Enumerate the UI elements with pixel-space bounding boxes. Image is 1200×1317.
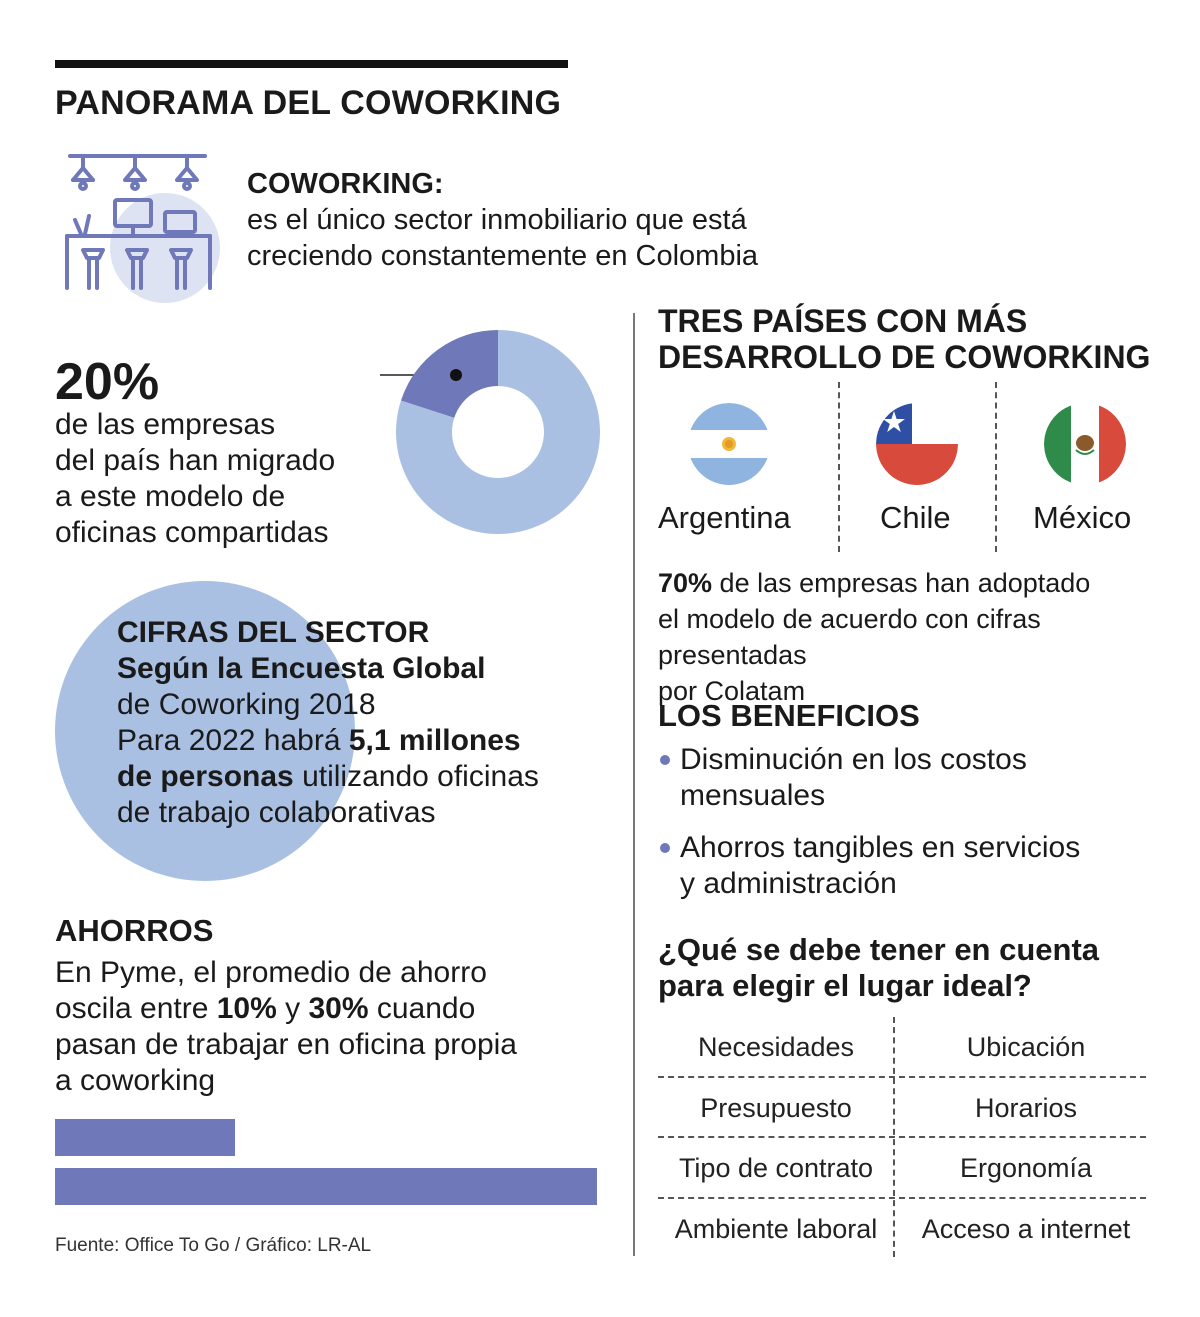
mexico-flag-icon — [1044, 403, 1126, 485]
paises-heading — [658, 303, 1178, 375]
ahorros-bold-10: 10% — [216, 992, 277, 1025]
ahorros-heading: AHORROS — [55, 913, 214, 948]
cifras-sub-2: de Coworking 2018 — [117, 688, 376, 721]
ahorros-line-3: pasan de trabajar en oficina propia — [55, 1028, 517, 1061]
beneficio-2-line-2: y administración — [680, 867, 897, 900]
country-mexico: México — [1033, 500, 1132, 535]
migration-line-3: a este modelo de — [55, 480, 286, 513]
beneficio-1-line-2: mensuales — [680, 779, 826, 812]
question-line-1: ¿Qué se debe tener en cuenta — [658, 932, 1100, 967]
country-divider-1 — [838, 382, 840, 552]
question-heading — [658, 932, 1158, 1004]
beneficio-2-line-1: Ahorros tangibles en servicios — [680, 831, 1081, 864]
stat70-line-1 — [658, 565, 1158, 601]
cifras-text-post: utilizando oficinas — [293, 760, 539, 793]
stat70-text: de las empresas han adoptado — [712, 568, 1091, 598]
ahorros-pre: oscila entre — [55, 992, 217, 1025]
cifras-line-3: de trabajo colaborativas — [117, 796, 436, 829]
cifras-bold-1: 5,1 millones — [348, 724, 521, 757]
migration-text — [55, 407, 395, 551]
source-credit: Fuente: Office To Go / Gráfico: LR-AL — [55, 1235, 372, 1256]
stat70-line-3: por Colatam — [658, 676, 806, 706]
ahorros-line-4: a coworking — [55, 1064, 216, 1097]
cifras-line-1 — [117, 723, 597, 759]
stat-70-block — [658, 565, 1158, 709]
migration-line-4: oficinas compartidas — [55, 516, 329, 549]
ahorros-post: cuando — [368, 992, 476, 1025]
cifras-bold-2: de personas — [117, 760, 294, 793]
donut-hole — [452, 386, 544, 478]
ahorros-text — [55, 955, 575, 1099]
country-divider-2 — [995, 382, 997, 552]
page-title: PANORAMA DEL COWORKING — [55, 84, 562, 122]
table-cell: Ergonomía — [959, 1152, 1093, 1183]
cifras-heading: CIFRAS DEL SECTOR — [117, 616, 430, 649]
coworking-icon — [55, 150, 220, 305]
stat70-line-2: el modelo de acuerdo con cifras presentadas — [658, 604, 1041, 670]
beneficio-item — [660, 742, 1140, 814]
ahorros-bold-30: 30% — [308, 992, 369, 1025]
intro-heading: COWORKING: — [247, 168, 444, 200]
migration-line-2: del país han migrado — [55, 444, 336, 477]
criteria-table — [658, 1017, 1146, 1257]
chile-flag-icon — [876, 403, 958, 485]
ahorros-bar-30 — [55, 1168, 597, 1205]
intro-block — [247, 166, 758, 274]
table-cell: Tipo de contrato — [678, 1152, 874, 1183]
ahorros-line-1: En Pyme, el promedio de ahorro — [55, 956, 487, 989]
intro-line-2: creciendo constantemente en Colombia — [247, 240, 759, 272]
beneficio-item — [660, 830, 1140, 902]
migration-percent: 20% — [55, 353, 160, 411]
cifras-sub-1: Según la Encuesta Global — [117, 652, 486, 685]
cifras-block — [117, 615, 597, 831]
country-argentina: Argentina — [658, 500, 791, 535]
bullet-dot-icon — [660, 755, 670, 765]
ahorros-bar-10 — [55, 1119, 235, 1156]
paises-heading-line-1: TRES PAÍSES CON MÁS — [658, 303, 1028, 339]
donut-leader-dot — [450, 369, 462, 381]
table-cell: Presupuesto — [700, 1092, 852, 1123]
ahorros-line-2 — [55, 991, 575, 1027]
top-rule — [55, 60, 568, 68]
migration-donut-chart — [380, 318, 620, 558]
table-cell: Necesidades — [697, 1031, 855, 1062]
cifras-line-2 — [117, 759, 597, 795]
question-line-2: para elegir el lugar ideal? — [658, 968, 1032, 1003]
beneficios-heading: LOS BENEFICIOS — [658, 698, 920, 733]
intro-line-1: es el único sector inmobiliario que está — [247, 204, 747, 236]
paises-heading-line-2: DESARROLLO DE COWORKING — [658, 339, 1151, 375]
stat70-bold: 70% — [658, 568, 713, 598]
bullet-dot-icon — [660, 843, 670, 853]
cifras-text-pre: Para 2022 habrá — [117, 724, 349, 757]
table-cell: Ubicación — [966, 1031, 1086, 1062]
migration-line-1: de las empresas — [55, 408, 276, 441]
column-divider — [633, 313, 635, 1256]
table-cell: Acceso a internet — [921, 1213, 1131, 1244]
argentina-flag-icon — [688, 403, 770, 485]
beneficio-1-line-1: Disminución en los costos — [680, 743, 1027, 776]
table-cell: Horarios — [974, 1092, 1078, 1123]
table-cell: Ambiente laboral — [674, 1213, 878, 1244]
ahorros-mid: y — [276, 992, 309, 1025]
country-chile: Chile — [880, 500, 951, 535]
